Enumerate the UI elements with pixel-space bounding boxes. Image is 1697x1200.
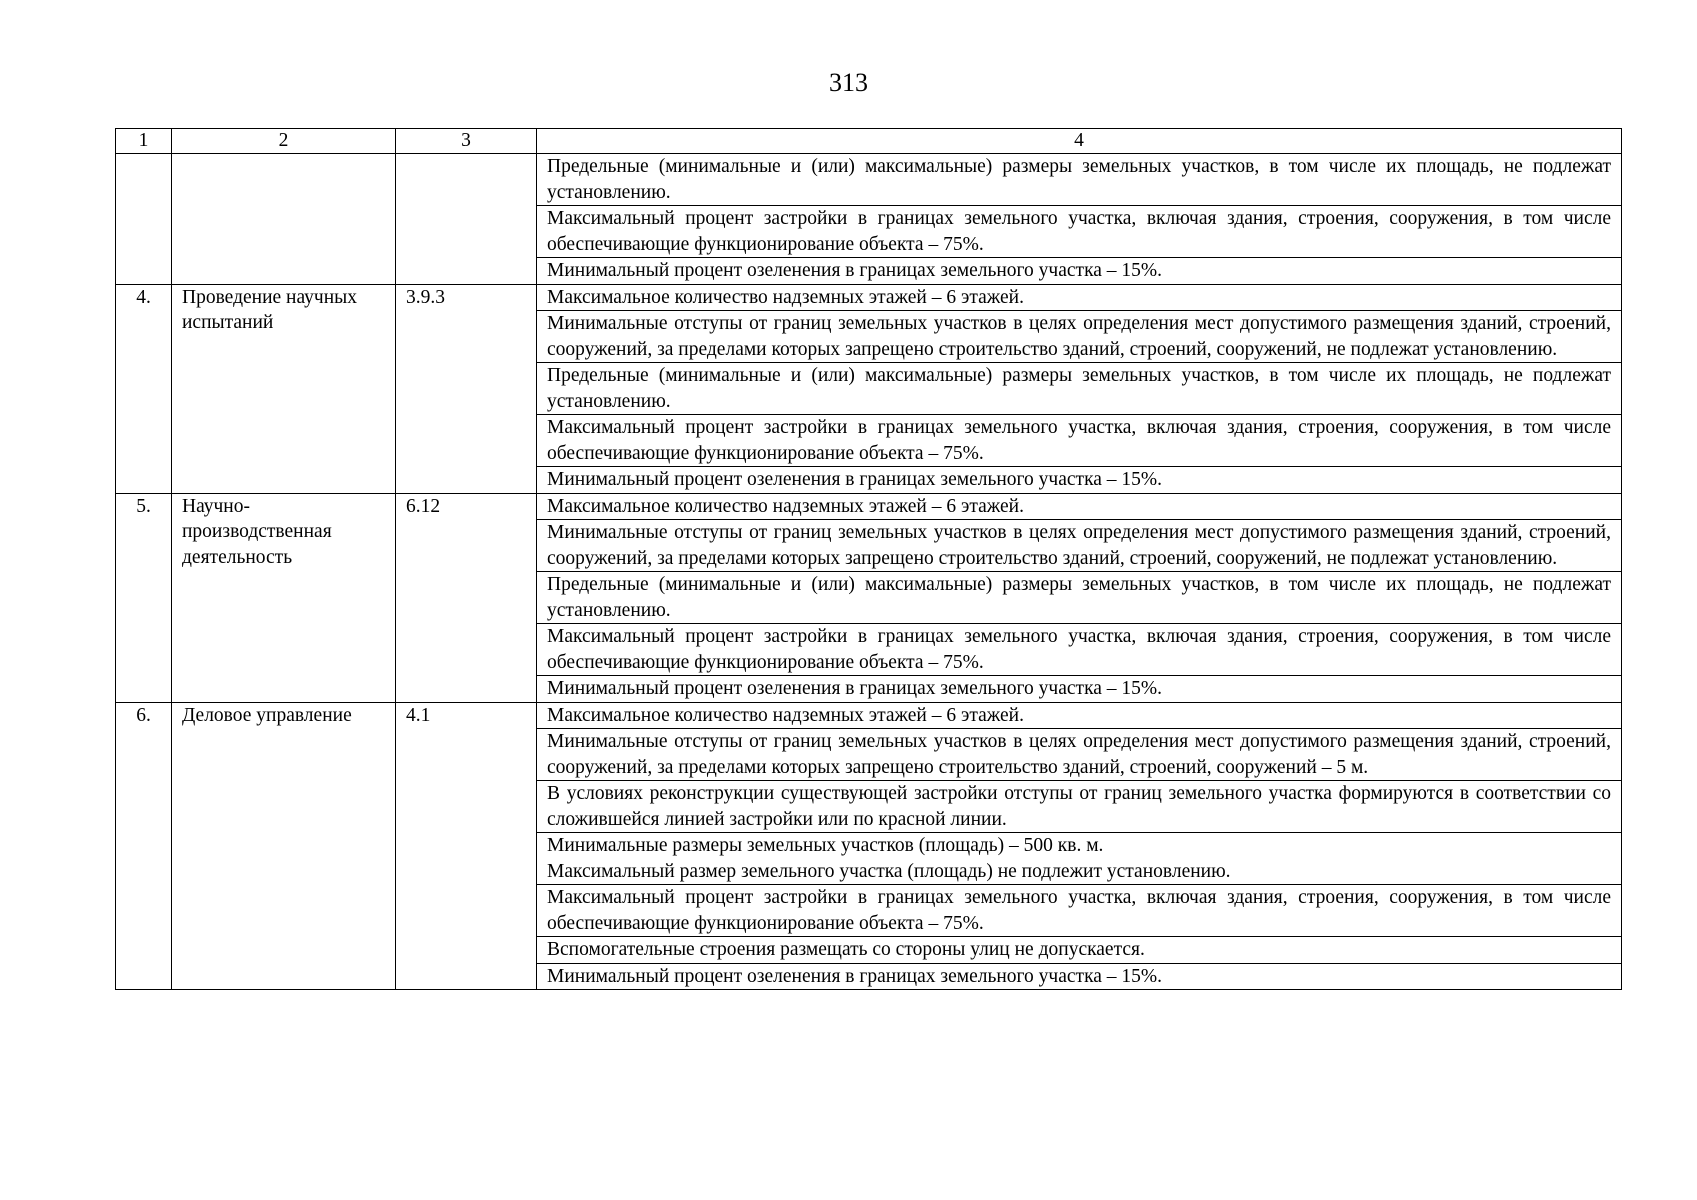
parameter-cell bbox=[537, 154, 1622, 206]
parameter-text: Минимальный процент озеленения в границах земельного участка – 15%. bbox=[547, 469, 1163, 490]
parameter-text: Минимальные размеры земельных участков (площадь) – 500 кв. м. bbox=[547, 835, 1104, 856]
parameter-text: Максимальное количество надземных этажей – 6 этажей. bbox=[547, 495, 1024, 517]
row-number-cell: 5. bbox=[116, 493, 172, 702]
parameter-text: Минимальный процент озеленения в границах земельного участка – 15%. bbox=[547, 260, 1163, 281]
parameter-text: Максимальный размер земельного участка (площадь) не подлежит установлению. bbox=[547, 860, 1231, 882]
header-cell: 1 bbox=[116, 129, 172, 154]
parameter-text: Минимальные отступы от границ земельных участков в целях определения мест допустимого размещения зданий, строений, сооружений, за пределами которых запрещено строительство зданий, строений, сооружений, не подлежат установлению. bbox=[547, 313, 1611, 360]
header-cell: 2 bbox=[172, 129, 396, 154]
parameter-text: Максимальный процент застройки в границах земельного участка, включая здания, строения, сооружения, в том числе обеспечивающие функционирование объекта – 75%. bbox=[547, 887, 1611, 934]
parameter-text: Предельные (минимальные и (или) максимальные) размеры земельных участков, в том числе их площадь, не подлежат установлению. bbox=[547, 365, 1611, 412]
parameter-text: В условиях реконструкции существующей застройки отступы от границ земельного участка формируются в соответствии со сложившейся линией застройки или по красной линии. bbox=[547, 783, 1611, 830]
parameter-cell bbox=[537, 729, 1622, 781]
parameter-cell bbox=[537, 624, 1622, 676]
parameter-cell bbox=[537, 676, 1622, 703]
parameter-text: Предельные (минимальные и (или) максимальные) размеры земельных участков, в том числе их площадь, не подлежат установлению. bbox=[547, 574, 1611, 621]
parameter-cell bbox=[537, 311, 1622, 363]
parameter-cell bbox=[537, 520, 1622, 572]
page-number: 313 bbox=[829, 68, 868, 97]
parameter-text: Максимальный процент застройки в границах земельного участка, включая здания, строения, сооружения, в том числе обеспечивающие функционирование объекта – 75%. bbox=[547, 626, 1611, 673]
table-header-row bbox=[116, 129, 1622, 154]
parameter-cell bbox=[537, 963, 1622, 990]
parameter-cell bbox=[537, 415, 1622, 467]
parameter-cell bbox=[537, 467, 1622, 494]
table-row bbox=[116, 493, 1622, 520]
parameter-cell bbox=[537, 258, 1622, 285]
parameter-cell bbox=[537, 206, 1622, 258]
use-type-code-cell: 6.12 bbox=[396, 493, 537, 702]
use-type-name-cell: Проведение научных испытаний bbox=[172, 284, 396, 493]
use-type-name-cell bbox=[172, 154, 396, 285]
header-cell: 3 bbox=[396, 129, 537, 154]
use-type-code-cell: 4.1 bbox=[396, 702, 537, 990]
use-type-code-cell: 3.9.3 bbox=[396, 284, 537, 493]
parameter-text: Минимальный процент озеленения в границах земельного участка – 15%. bbox=[547, 965, 1163, 987]
table-row bbox=[116, 154, 1622, 206]
parameter-text: Минимальный процент озеленения в границах земельного участка – 15%. bbox=[547, 678, 1163, 699]
parameter-cell bbox=[537, 833, 1622, 885]
parameter-cell bbox=[537, 493, 1622, 520]
parameter-text: Максимальное количество надземных этажей – 6 этажей. bbox=[547, 286, 1024, 308]
parameter-text: Минимальные отступы от границ земельных участков в целях определения мест допустимого размещения зданий, строений, сооружений, за пределами которых запрещено строительство зданий, строений, сооружений – 5 м. bbox=[547, 731, 1611, 778]
parameter-text: Максимальное количество надземных этажей – 6 этажей. bbox=[547, 704, 1024, 726]
table-row bbox=[116, 284, 1622, 311]
row-number-cell bbox=[116, 154, 172, 285]
parameter-cell bbox=[537, 572, 1622, 624]
parameter-cell bbox=[537, 363, 1622, 415]
parameter-text: Предельные (минимальные и (или) максимальные) размеры земельных участков, в том числе их площадь, не подлежат установлению. bbox=[547, 156, 1611, 203]
row-number-cell: 6. bbox=[116, 702, 172, 990]
parameter-text: Максимальный процент застройки в границах земельного участка, включая здания, строения, сооружения, в том числе обеспечивающие функционирование объекта – 75%. bbox=[547, 208, 1611, 255]
parameter-cell bbox=[537, 284, 1622, 311]
table-row bbox=[116, 702, 1622, 729]
parameter-cell bbox=[537, 885, 1622, 937]
zoning-parameters-table bbox=[115, 128, 1622, 990]
parameter-cell bbox=[537, 937, 1622, 964]
parameter-text: Вспомогательные строения размещать со стороны улиц не допускается. bbox=[547, 939, 1145, 960]
parameter-text: Минимальные отступы от границ земельных участков в целях определения мест допустимого размещения зданий, строений, сооружений, за пределами которых запрещено строительство зданий, строений, сооружений, не подлежат установлению. bbox=[547, 522, 1611, 569]
parameter-cell bbox=[537, 702, 1622, 729]
parameter-text: Максимальный процент застройки в границах земельного участка, включая здания, строения, сооружения, в том числе обеспечивающие функционирование объекта – 75%. bbox=[547, 417, 1611, 464]
use-type-name-cell: Деловое управление bbox=[172, 702, 396, 990]
row-number-cell: 4. bbox=[116, 284, 172, 493]
parameter-cell bbox=[537, 781, 1622, 833]
header-cell: 4 bbox=[537, 129, 1622, 154]
use-type-name-cell: Научно-производственная деятельность bbox=[172, 493, 396, 702]
use-type-code-cell bbox=[396, 154, 537, 285]
